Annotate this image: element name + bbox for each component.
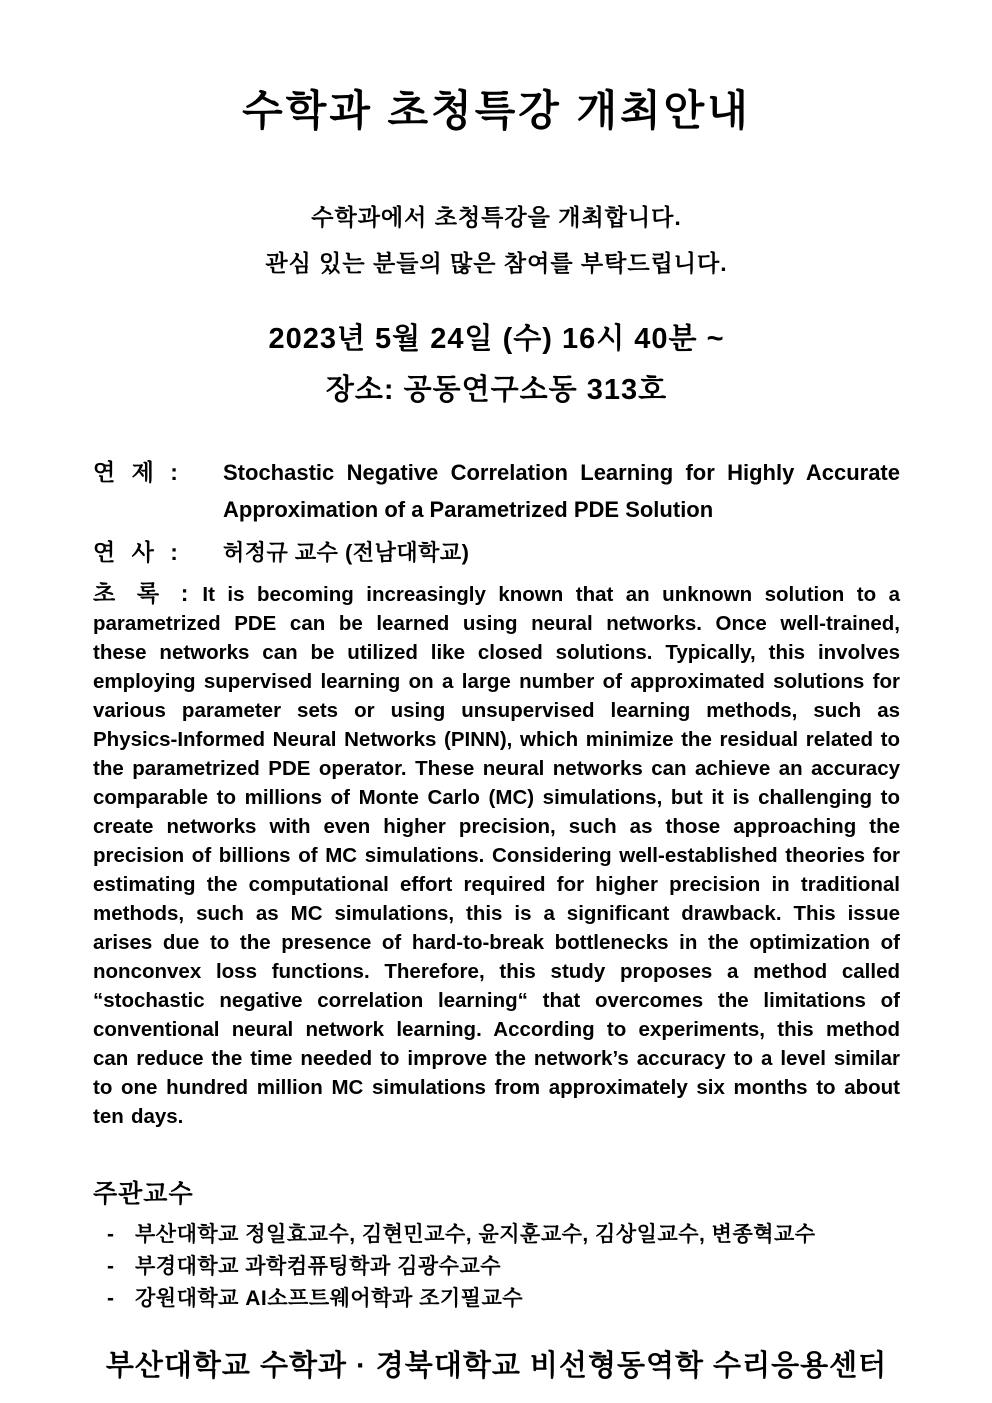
topic-text: Stochastic Negative Correlation Learning for Highly Accurate Approximation of a Parametrized PDE Solution [223,460,900,522]
intro-line-2: 관심 있는 분들의 많은 참여를 부탁드립니다. [265,250,728,276]
event-section [93,314,900,416]
bullet-dash: - [107,1287,115,1310]
organizer-text: 부경대학교 과학컴퓨팅학과 김광수교수 [135,1255,502,1278]
speaker-text: 허정규 교수 (전남대학교) [223,540,470,565]
intro-line-1: 수학과에서 초청특강을 개최합니다. [311,204,682,230]
speaker-label: 연 사 : [93,539,178,565]
organizer-text: 부산대학교 정일효교수, 김현민교수, 윤지훈교수, 김상일교수, 변종혁교수 [135,1223,816,1246]
event-datetime: 2023년 5월 24일 (수) 16시 40분 ~ [268,323,725,355]
organizers-section [93,1179,900,1315]
event-location: 장소: 공동연구소동 313호 [325,374,668,406]
abstract-label: 초 록 : [93,580,189,606]
hosting-institutions: 부산대학교 수학과 · 경북대학교 비선형동역학 수리응용센터 [105,1350,888,1382]
topic-row [93,454,900,528]
bullet-dash: - [107,1223,115,1246]
speaker-row [93,534,900,571]
abstract-text: It is becoming increasingly known that an unknown solution to a parametrized PDE can be learned using neural networks. Once well-trained, these networks can be utilized like closed solutions. Typically, this involves employing supervised learning on a large number of approximated solutions for various parameter sets or using unsupervised learning methods, such as Physics-Informed Neural Networks (PINN), which minimize the residual related to the parametrized PDE operator. These neural networks can achieve an accuracy comparable to millions of Monte Carlo (MC) simulations, but it is challenging to create networks with even higher precision, such as those approaching the precision of billions of MC simulations. Considering well-established theories for estimating the computational effort required for higher precision in traditional methods, such as MC simulations, this is a significant drawback. This issue arises due to the presence of hard-to-break bottlenecks in the optimization of nonconvex loss functions. Therefore, this study proposes a method called “stochastic negative correlation learning“ that overcomes the limitations of conventional neural network learning. According to experiments, this method can reduce the time needed to improve the network’s accuracy to a level similar to one hundred million MC simulations from approximately six months to about ten days. [93,583,900,1128]
page-title: 수학과 초청특강 개최안내 [242,87,751,134]
topic-label: 연 제 : [93,459,178,485]
bullet-dash: - [107,1255,115,1278]
organizers-heading: 주관교수 [93,1180,194,1208]
abstract-paragraph [93,579,900,1131]
organizer-item [93,1283,900,1315]
organizer-item [93,1251,900,1283]
organizer-item [93,1219,900,1251]
intro-section [93,194,900,286]
organizer-text: 강원대학교 AI소프트웨어학과 조기필교수 [135,1287,524,1310]
